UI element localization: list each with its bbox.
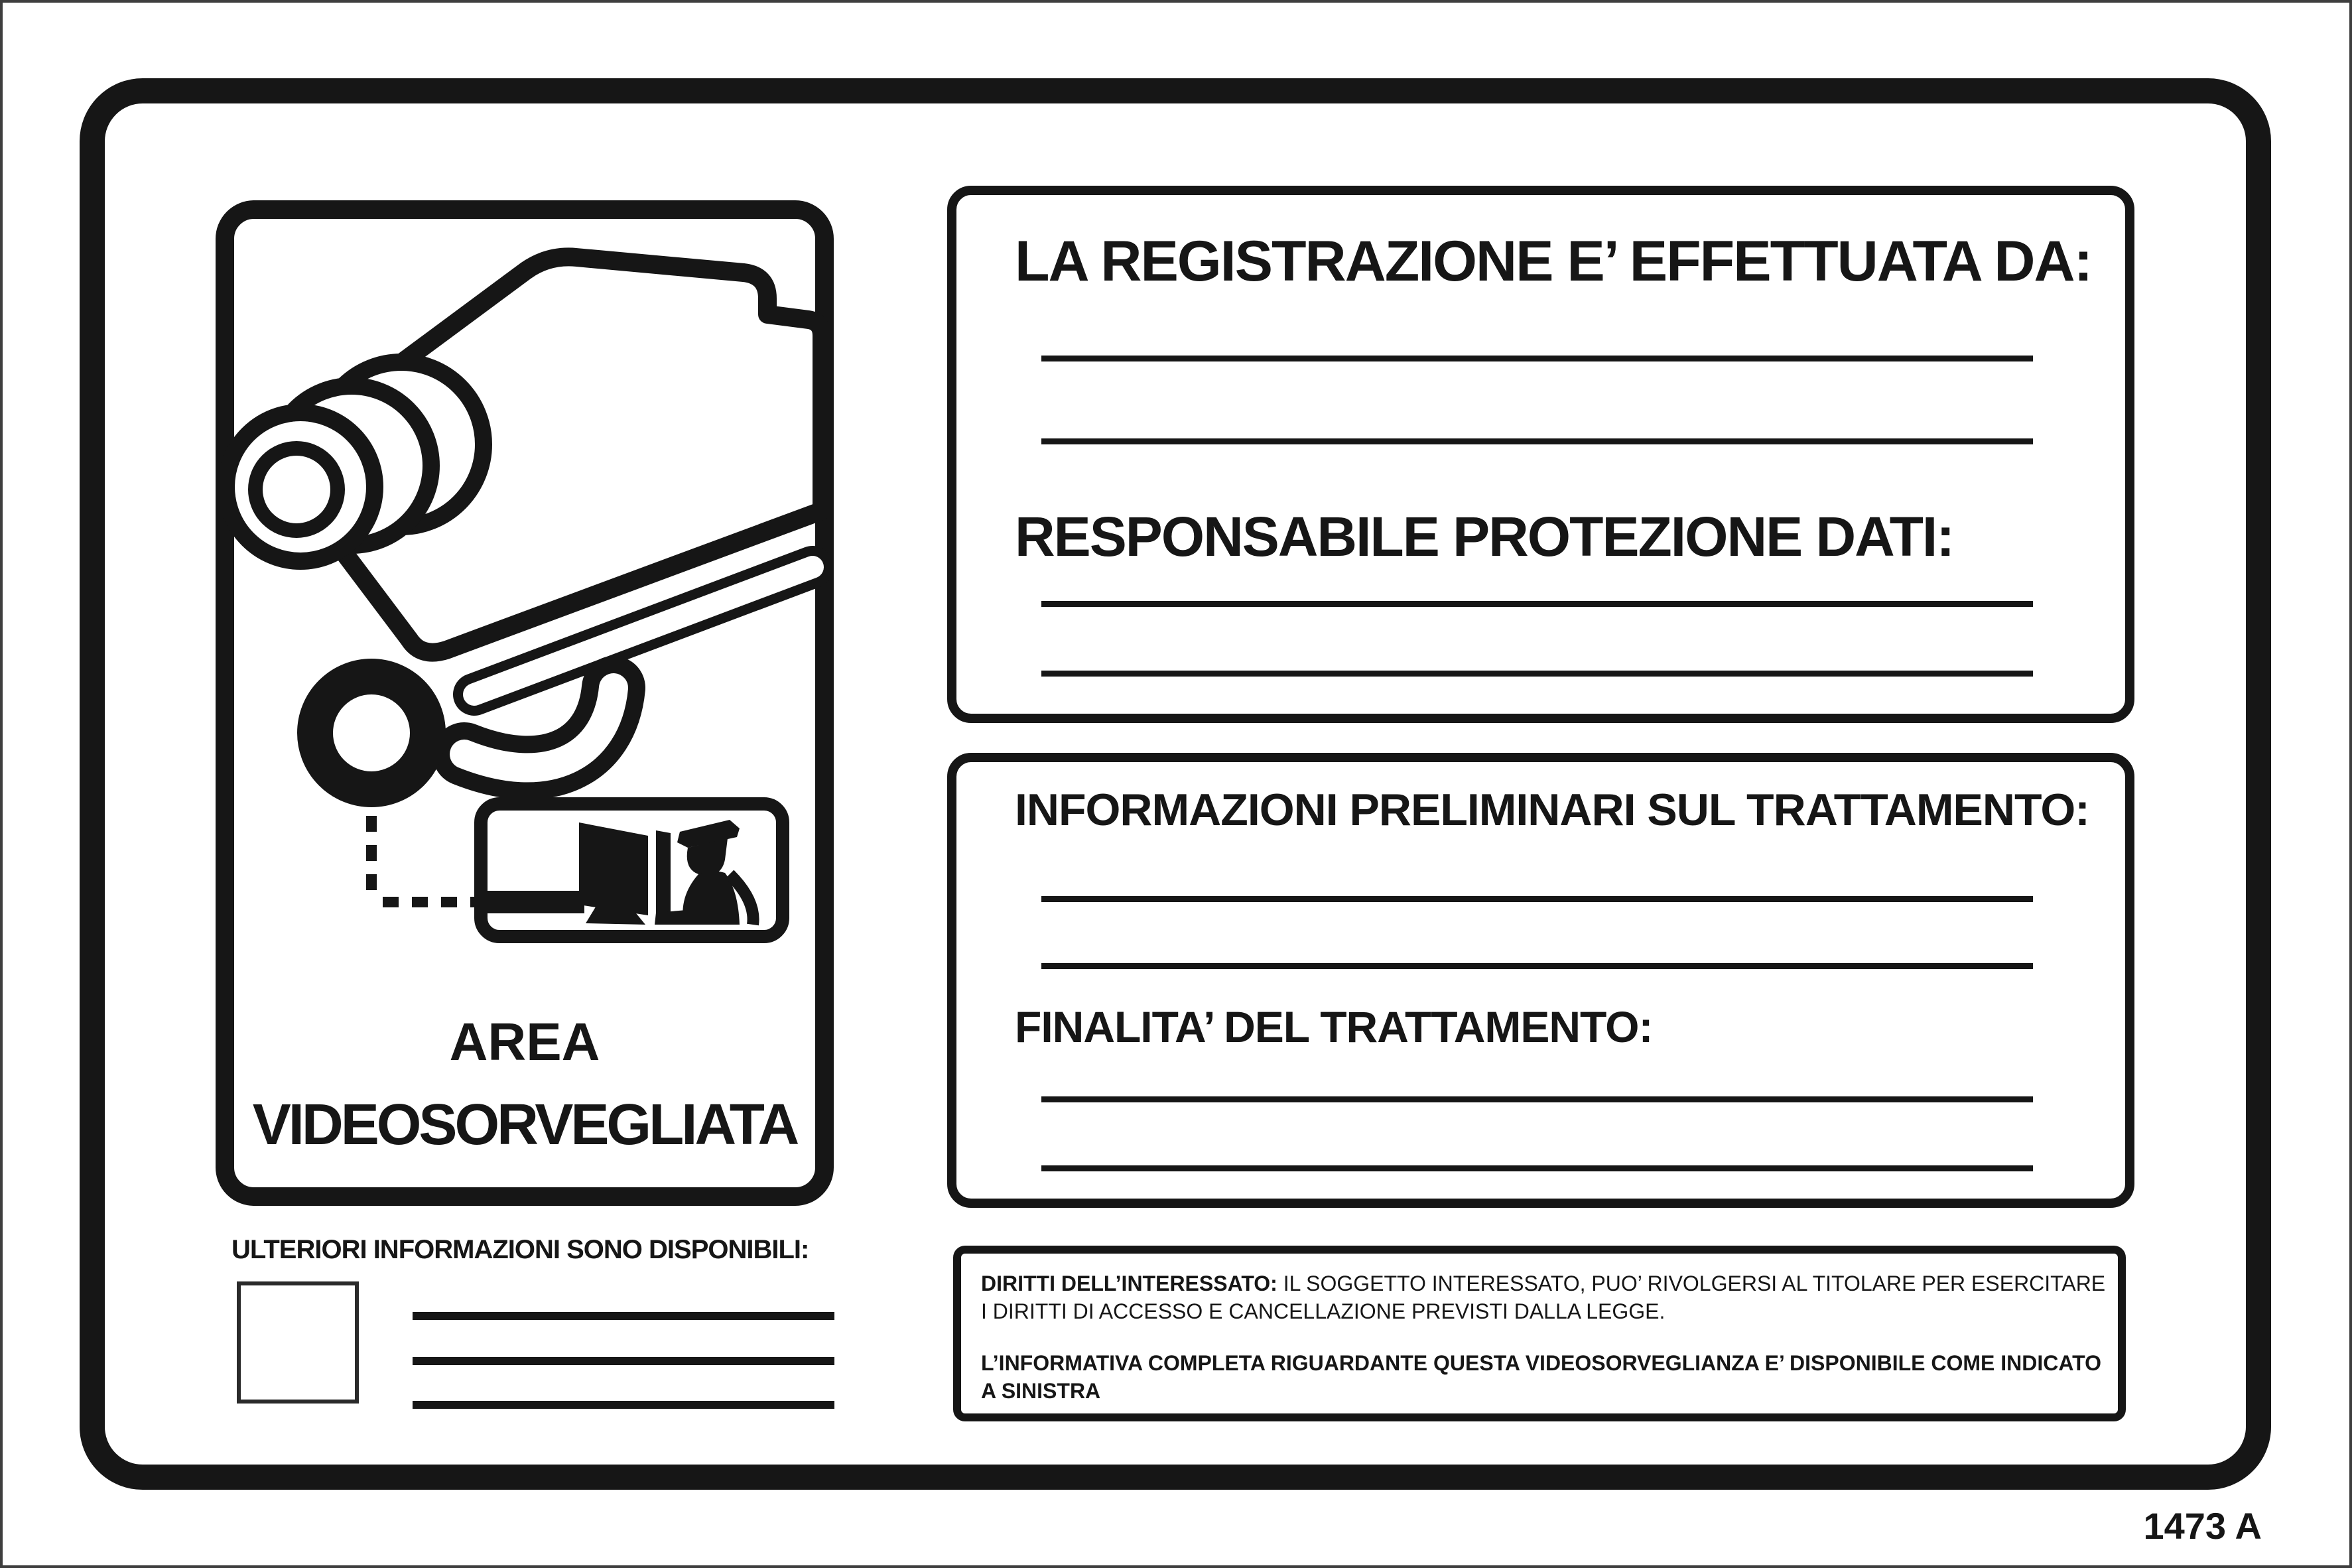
write-line [1041, 896, 2033, 902]
availability-notice-paragraph [981, 1349, 2101, 1405]
area-label-line1: AREA [449, 1012, 600, 1071]
area-label-line2: VIDEOSORVEGLIATA [252, 1092, 797, 1157]
write-line [413, 1357, 834, 1365]
write-line [1041, 1165, 2033, 1171]
write-line [1041, 356, 2033, 361]
rights-notice-paragraph [981, 1270, 2106, 1325]
write-line [1041, 1096, 2033, 1102]
operator-watching-monitor-icon [481, 804, 783, 937]
camera-to-monitor-dotted-line [371, 816, 478, 902]
write-line [1041, 671, 2033, 677]
rights-line1: IL SOGGETTO INTERESSATO, PUO’ RIVOLGERSI AL TITOLARE PER ESERCITARE [1277, 1272, 2106, 1295]
write-line [1041, 438, 2033, 444]
availability-line1: L’INFORMATIVA COMPLETA RIGUARDANTE QUESTA VIDEOSORVEGLIANZA E’ DISPONIBILE COME INDICATO [981, 1351, 2101, 1375]
camera-mount-ring [315, 677, 428, 789]
recording-box [947, 186, 2134, 723]
treatment-box [947, 753, 2134, 1208]
more-info-heading: ULTERIORI INFORMAZIONI SONO DISPONIBILI: [231, 1235, 809, 1264]
write-line [413, 1401, 834, 1409]
rights-lead: DIRITTI DELL’INTERESSATO: [981, 1272, 1277, 1295]
rights-notice-box [953, 1246, 2126, 1421]
availability-line2: A SINISTRA [981, 1379, 1101, 1403]
info-square-placeholder [237, 1281, 359, 1404]
sign-code: 1473 A [2143, 1505, 2262, 1547]
dpo-title: RESPONSABILE PROTEZIONE DATI: [1015, 505, 1954, 568]
write-line [1041, 601, 2033, 607]
rights-line2: I DIRITTI DI ACCESSO E CANCELLAZIONE PREVISTI DALLA LEGGE. [981, 1299, 1666, 1323]
write-line [413, 1312, 834, 1320]
write-line [1041, 963, 2033, 969]
preliminary-title: INFORMAZIONI PRELIMINARI SUL TRATTAMENTO: [1015, 785, 2089, 835]
recording-title: LA REGISTRAZIONE E’ EFFETTUATA DA: [1015, 229, 2092, 293]
purpose-title: FINALITA’ DEL TRATTAMENTO: [1015, 1002, 1653, 1051]
